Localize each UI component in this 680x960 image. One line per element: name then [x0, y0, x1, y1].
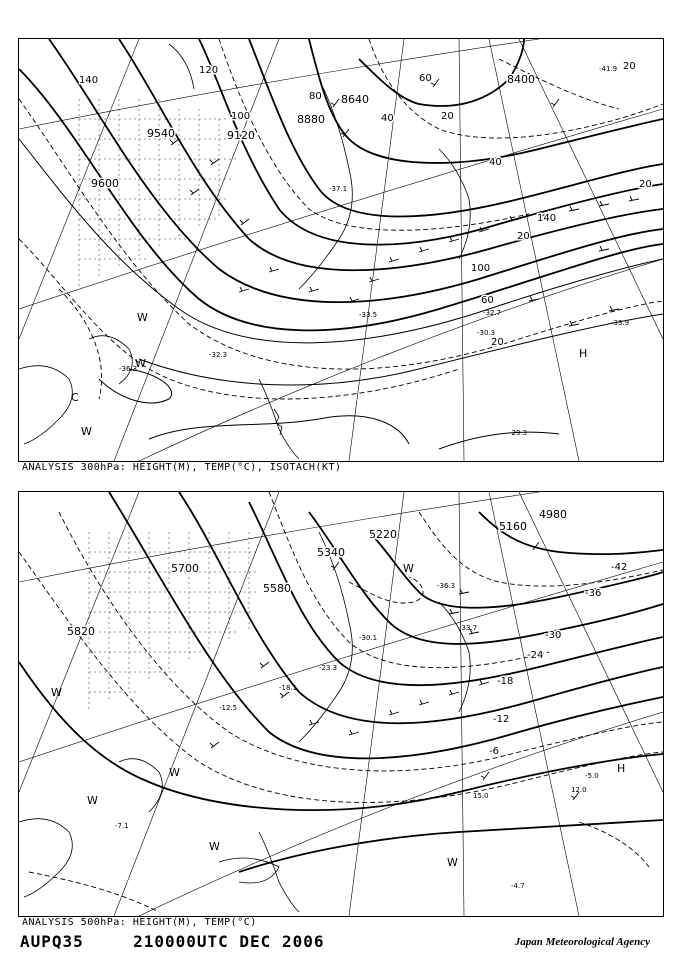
- station-value: -33.5: [359, 311, 378, 319]
- height-label: 8880: [297, 113, 325, 126]
- station-value: -33.9: [611, 319, 630, 327]
- isotherm-label: -18: [497, 676, 514, 687]
- height-label: 5580: [263, 582, 291, 595]
- isotach-label: 20: [517, 231, 530, 242]
- isotach-label: 100: [231, 111, 251, 122]
- valid-time: 210000UTC DEC 2006: [133, 932, 325, 951]
- station-value: 12.0: [571, 786, 587, 794]
- high-marker: H: [579, 347, 588, 360]
- coverage-grid-500: [89, 532, 259, 712]
- warm-marker: W: [447, 856, 458, 869]
- height-label: 9540: [147, 127, 175, 140]
- warm-marker: W: [137, 311, 148, 324]
- pressure-systems-500: [51, 562, 628, 869]
- isotach-label: 100: [471, 263, 491, 274]
- height-label: 9120: [227, 129, 255, 142]
- isotherm-label: -12: [493, 714, 510, 725]
- isotherm-label: -36: [585, 588, 602, 599]
- height-label: 5820: [67, 625, 95, 638]
- warm-marker: W: [135, 357, 146, 370]
- isotach-label: 60: [419, 73, 432, 84]
- caption-500hpa: ANALYSIS 500hPa: HEIGHT(M), TEMP(°C): [22, 917, 257, 928]
- chart-identifier: [20, 932, 324, 951]
- cold-marker: C: [71, 391, 79, 404]
- height-labels-500: [67, 508, 567, 638]
- station-value: -18.1: [279, 684, 298, 692]
- warm-marker: W: [51, 686, 62, 699]
- isotach-label: 140: [537, 213, 557, 224]
- isotach-label: 40: [489, 157, 502, 168]
- warm-marker: W: [209, 840, 220, 853]
- warm-marker: W: [403, 562, 414, 575]
- isotach-label: 40: [381, 113, 394, 124]
- station-value: -4.7: [511, 882, 525, 890]
- map-300hpa: [18, 38, 664, 462]
- isotach-label: 140: [79, 75, 99, 86]
- map-500hpa: [18, 491, 664, 917]
- high-marker: H: [617, 762, 626, 775]
- station-value: -32.7: [483, 309, 502, 317]
- height-label: 5160: [499, 520, 527, 533]
- station-value: -36.3: [119, 365, 138, 373]
- station-value: -12.5: [219, 704, 238, 712]
- station-value: -5.0: [585, 772, 599, 780]
- height-label: 5700: [171, 562, 199, 575]
- height-label: 9600: [91, 177, 119, 190]
- station-value: -32.3: [209, 351, 228, 359]
- isotach-label: 20: [639, 179, 652, 190]
- warm-marker: W: [169, 766, 180, 779]
- isotach-label: 80: [309, 91, 322, 102]
- station-value: -30.3: [477, 329, 496, 337]
- warm-marker: W: [87, 794, 98, 807]
- height-label: 5220: [369, 528, 397, 541]
- isotach-label: 60: [481, 295, 494, 306]
- station-value: -23.3: [319, 664, 338, 672]
- height-label: 8640: [341, 93, 369, 106]
- map-300hpa-canvas: [19, 39, 663, 461]
- height-label: 8400: [507, 73, 535, 86]
- isotach-label: 120: [199, 65, 219, 76]
- station-value: 15.0: [473, 792, 489, 800]
- isotherm-label: -30: [545, 630, 562, 641]
- isotach-label: 20: [623, 61, 636, 72]
- height-label: 4980: [539, 508, 567, 521]
- agency-credit: Japan Meteorological Agency: [514, 936, 650, 948]
- station-value: -7.1: [115, 822, 129, 830]
- isotach-label: 20: [491, 337, 504, 348]
- station-value: -41.9: [599, 65, 618, 73]
- station-value: -36.3: [437, 582, 456, 590]
- station-value: -33.7: [459, 624, 478, 632]
- caption-300hpa: ANALYSIS 300hPa: HEIGHT(M), TEMP(°C), ISOTACH(KT): [22, 462, 342, 473]
- station-value: -29.3: [509, 429, 528, 437]
- map-500hpa-canvas: [19, 492, 663, 916]
- isotach-label: 20: [441, 111, 454, 122]
- isotherm-label: -42: [611, 562, 628, 573]
- station-value: -37.1: [329, 185, 348, 193]
- station-value: -30.1: [359, 634, 378, 642]
- isotherm-label: -24: [527, 650, 544, 661]
- station-values-300: [119, 65, 629, 437]
- warm-marker: W: [81, 425, 92, 438]
- coastline-500: [19, 532, 470, 912]
- temp-labels-500: [489, 562, 627, 757]
- chart-code: AUPQ35: [20, 932, 84, 951]
- isotherm-label: -6: [489, 746, 499, 757]
- height-label: 5340: [317, 546, 345, 559]
